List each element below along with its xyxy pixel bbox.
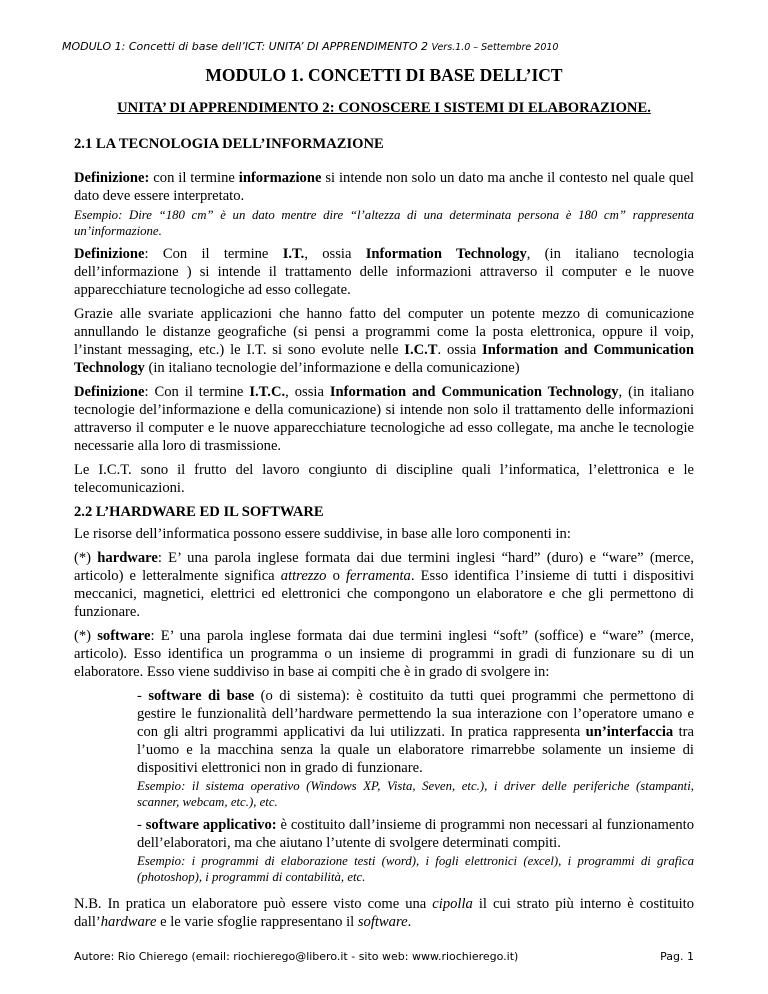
- page-number: Pag. 1: [660, 950, 694, 963]
- header-text: MODULO 1: Concetti di base dell’ICT: UNITA’ DI APPRENDIMENTO 2: [62, 40, 429, 53]
- paragraph-software-applicativo: - software applicativo: è costituito dall’insieme di programmi non necessari al funzionamento dell’elaboratori, ma che aiutano l’utente di svolgere determinati compiti.: [137, 817, 694, 851]
- definition-itc: Definizione: Con il termine I.T.C., ossia Information and Communication Technology, (in italiano tecnologie del’informazione e della comunicazione) si intende non solo il trattamento delle informazioni attraverso il computer e le nuove apparecchiature tecnologiche ad esso collegate, ma anche le tecnologie necessarie alla loro di trasmissione.: [74, 384, 694, 454]
- paragraph-ict-evolution: Grazie alle svariate applicazioni che hanno fatto del computer un potente mezzo di comunicazione annullando le distanze geografiche (si pensi a programmi come la posta elettronica, oppure il voip, l’instant messaging, etc.) le I.T. si sono evolute nelle I.C.T. ossia Information and Communication Technology (in italiano tecnologie del’informazione e della comunicazione): [74, 306, 694, 376]
- example-software-applicativo: Esempio: i programmi di elaborazione testi (word), i fogli elettronici (excel), i programmi di grafica (photoshop), i programmi di contabilità, etc.: [137, 854, 694, 884]
- section-heading-2-2: 2.2 L’HARDWARE ED IL SOFTWARE: [74, 504, 324, 520]
- definition-informazione: Definizione: con il termine informazione si intende non solo un dato ma anche il contesto nel quale quel dato deve essere interpretato.: [74, 170, 694, 204]
- paragraph-risorse: Le risorse dell’informatica possono essere suddivise, in base alle loro componenti in:: [74, 526, 571, 542]
- module-title: MODULO 1. CONCETTI DI BASE DELL’ICT: [205, 65, 563, 85]
- header-version: Vers.1.0 – Settembre 2010: [431, 42, 559, 53]
- paragraph-software-di-base: - software di base (o di sistema): è costituito da tutti quei programmi che permettono di gestire le funzionalità dell’hardware permettendo la sua interazione con l’operatore umano e con gli altri programmi applicativi da lui utilizzati. In pratica rappresenta un’interfaccia tra l’uomo e la macchina senza la quale un elaboratore rimarrebbe solamente un insieme di dispositivi elettronici non in grado di funzionare.: [137, 688, 695, 776]
- paragraph-ict-disciplines: Le I.C.T. sono il frutto del lavoro congiunto di discipline quali l’informatica, l’elettronica e le telecomunicazioni.: [74, 462, 694, 496]
- definition-it: Definizione: Con il termine I.T., ossia Information Technology, (in italiano tecnologia dell’informazione ) si intende il trattamento delle informazioni attraverso il computer e le nuove apparecchiature tecnologiche ad esso collegate.: [74, 246, 694, 298]
- running-footer: [74, 950, 694, 963]
- note-cipolla: N.B. In pratica un elaboratore può essere visto come una cipolla il cui strato più interno è costituito dall’hardware e le varie sfoglie rappresentano il software.: [74, 896, 694, 930]
- paragraph-hardware: (*) hardware: E’ una parola inglese formata dai due termini inglesi “hard” (duro) e “ware” (merce, articolo) e letteralmente significa attrezzo o ferramenta. Esso identifica l’insieme di tutti i dispositivi meccanici, magnetici, elettrici ed elettronici che compongono un elaboratore e che gli permettono di funzionare.: [74, 550, 694, 620]
- document-body: [74, 66, 694, 937]
- running-header: [62, 40, 558, 53]
- example-software-di-base: Esempio: il sistema operativo (Windows XP, Vista, Seven, etc.), i driver delle periferiche (stampanti, scanner, webcam, etc.), etc.: [137, 779, 694, 809]
- software-types-list: [137, 687, 694, 885]
- example-informazione: Esempio: Dire “180 cm” è un dato mentre dire “l’altezza di una determinata persona è 180 cm” rappresenta un’informazione.: [74, 208, 694, 238]
- section-heading-2-1: 2.1 LA TECNOLOGIA DELL’INFORMAZIONE: [74, 136, 384, 152]
- paragraph-software: (*) software: E’ una parola inglese formata dai due termini inglesi “soft” (soffice) e “ware” (merce, articolo). Esso identifica un programma o un insieme di programmi in gradi di funzionare su di un elaboratore. Esso viene suddiviso in base ai compiti che è in grado di svolgere in:: [74, 628, 695, 680]
- unit-title: UNITA’ DI APPRENDIMENTO 2: CONOSCERE I SISTEMI DI ELABORAZIONE.: [117, 100, 651, 116]
- footer-author: Autore: Rio Chierego (email: riochierego@libero.it - sito web: www.riochierego.it): [74, 950, 519, 963]
